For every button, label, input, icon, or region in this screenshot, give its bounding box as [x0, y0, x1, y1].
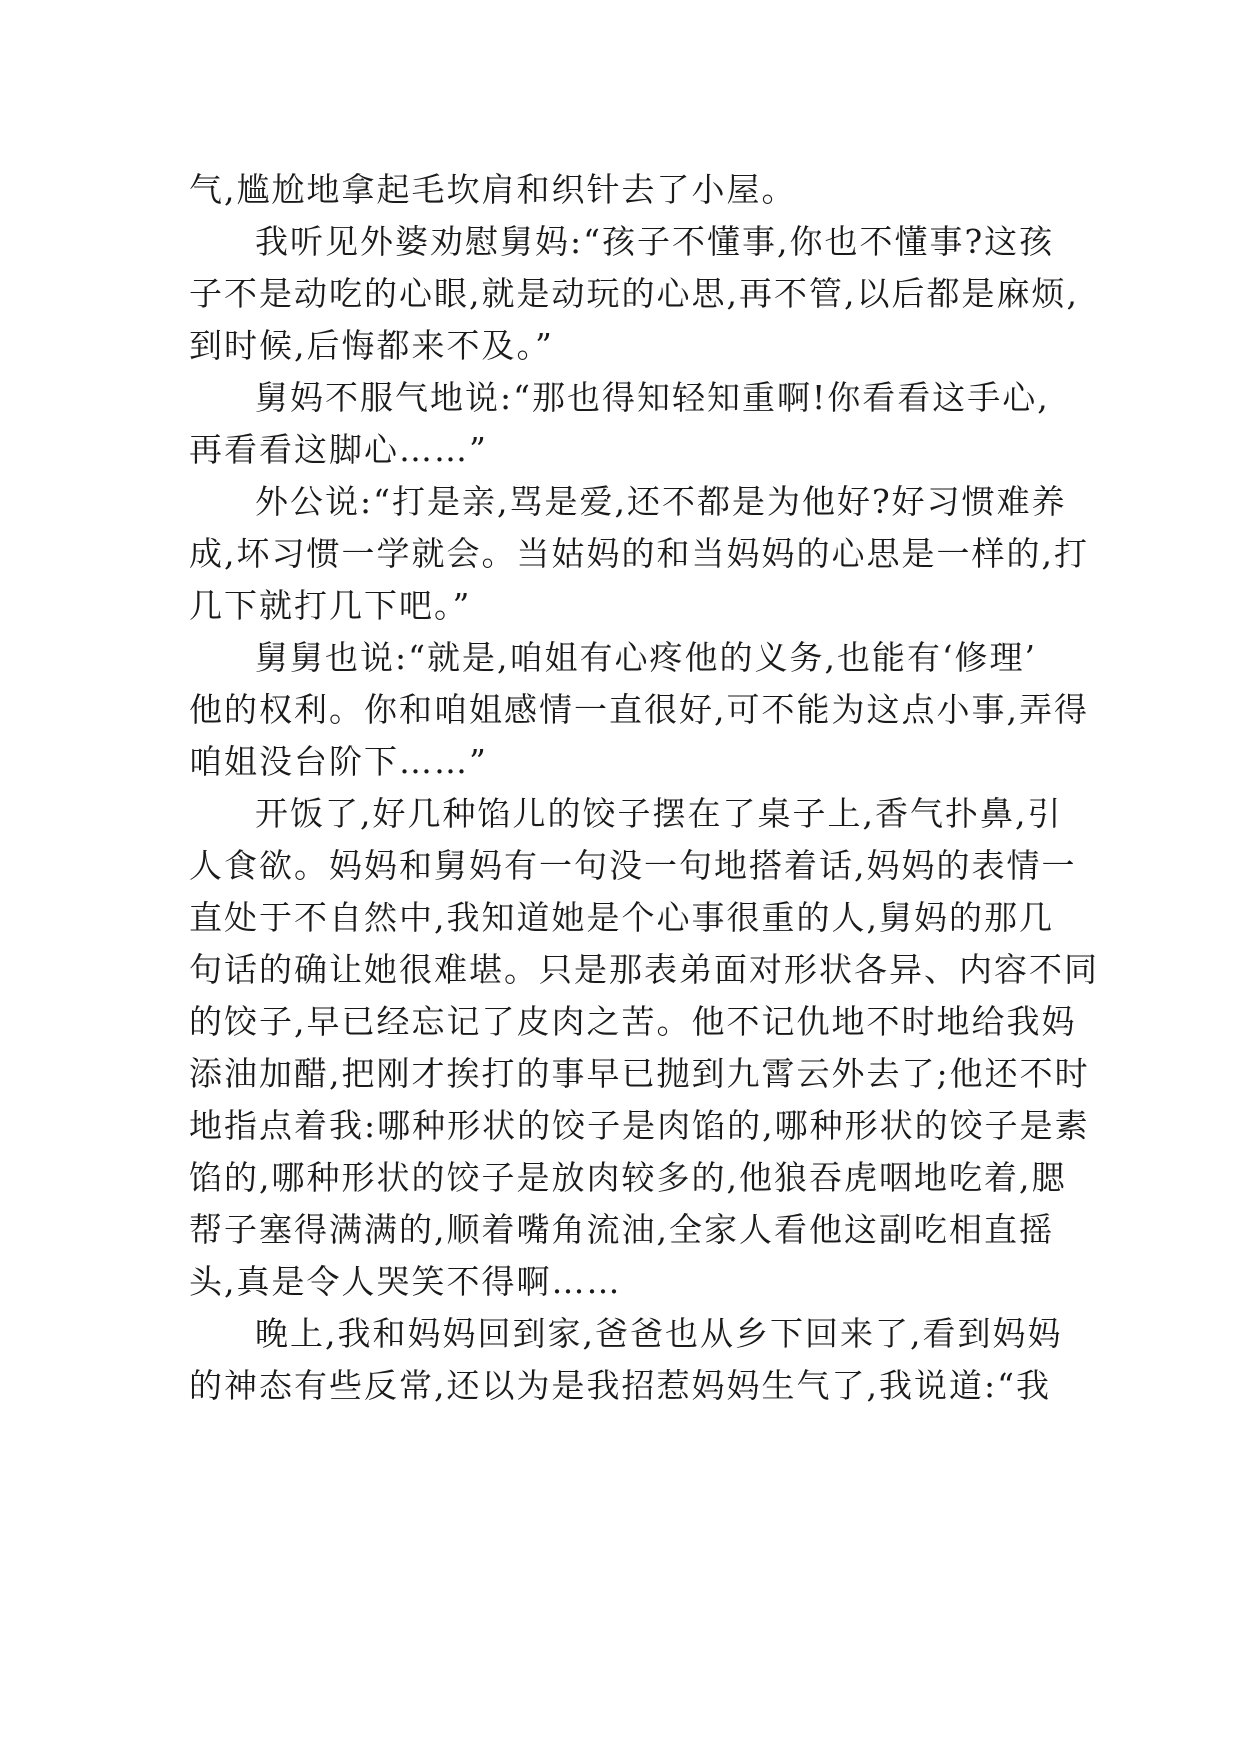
text-line: 添油加醋,把刚才挨打的事早已抛到九霄云外去了;他还不时 [189, 1054, 1090, 1093]
text-line: 开饭了,好几种馅儿的饺子摆在了桌子上,香气扑鼻,引 [255, 794, 1063, 833]
text-line: 再看看这脚心……” [189, 430, 488, 469]
text-line: 帮子塞得满满的,顺着嘴角流油,全家人看他这副吃相直摇 [189, 1210, 1054, 1249]
text-line: 子不是动吃的心眼,就是动玩的心思,再不管,以后都是麻烦, [189, 274, 1079, 313]
text-line: 我听见外婆劝慰舅妈:“孩子不懂事,你也不懂事?这孩 [255, 222, 1055, 261]
text-line: 气,尴尬地拿起毛坎肩和织针去了小屋。 [189, 170, 797, 209]
text-line: 舅妈不服气地说:“那也得知轻知重啊!你看看这手心, [255, 378, 1050, 417]
text-line: 几下就打几下吧。” [189, 586, 472, 625]
text-line: 的饺子,早已经忘记了皮肉之苦。他不记仇地不时地给我妈 [189, 1002, 1077, 1041]
text-line: 成,坏习惯一学就会。当姑妈的和当妈妈的心思是一样的,打 [189, 534, 1089, 573]
text-line: 句话的确让她很难堪。只是那表弟面对形状各异、内容不同 [189, 950, 1099, 989]
text-line: 咱姐没台阶下……” [189, 742, 488, 781]
text-line: 人食欲。妈妈和舅妈有一句没一句地搭着话,妈妈的表情一 [189, 846, 1077, 885]
text-line: 外公说:“打是亲,骂是爱,还不都是为他好?好习惯难养 [255, 482, 1067, 521]
text-line: 舅舅也说:“就是,咱姐有心疼他的义务,也能有‘修理’ [255, 638, 1037, 677]
text-line: 直处于不自然中,我知道她是个心事很重的人,舅妈的那几 [189, 898, 1054, 937]
text-line: 的神态有些反常,还以为是我招惹妈妈生气了,我说道:“我 [189, 1366, 1051, 1405]
text-line: 头,真是令人哭笑不得啊…… [189, 1262, 622, 1301]
text-line: 他的权利。你和咱姐感情一直很好,可不能为这点小事,弄得 [189, 690, 1089, 729]
text-line: 馅的,哪种形状的饺子是放肉较多的,他狼吞虎咽地吃着,腮 [189, 1158, 1067, 1197]
text-line: 晚上,我和妈妈回到家,爸爸也从乡下回来了,看到妈妈 [255, 1314, 1063, 1353]
text-line: 地指点着我:哪种形状的饺子是肉馅的,哪种形状的饺子是素 [189, 1106, 1090, 1145]
text-line: 到时候,后悔都来不及。” [189, 326, 554, 365]
